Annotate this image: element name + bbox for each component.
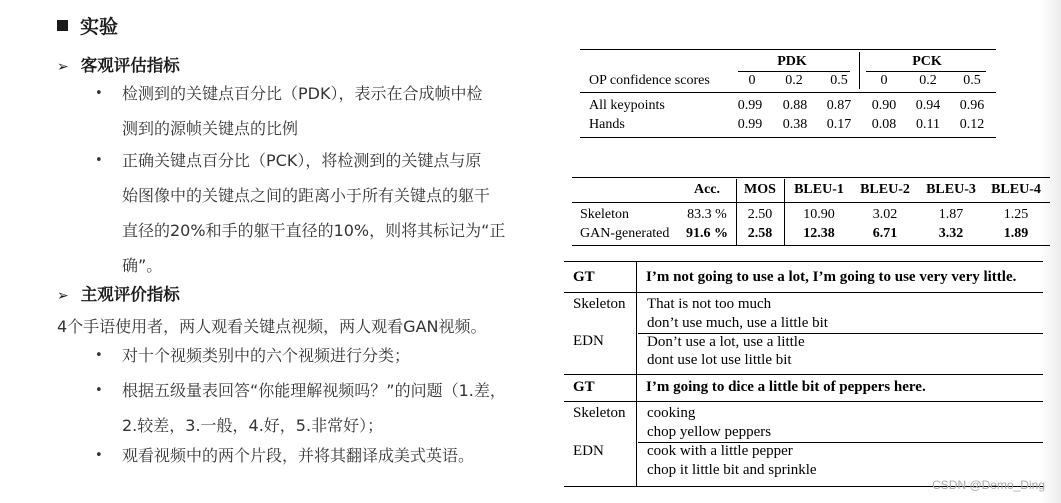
header-cell: MOS: [744, 182, 776, 197]
edn-label: EDN: [573, 443, 604, 459]
translation-line: dont use lot use little bit: [647, 352, 792, 368]
header-cell: BLEU-1: [794, 182, 844, 197]
translation-line: cook with a little pepper: [647, 443, 793, 459]
bullet-line: 确”。: [122, 256, 163, 275]
bullet-pdk-text: [122, 76, 552, 146]
section-subjective-title: 主观评价指标: [80, 285, 180, 304]
translation-line: That is not too much: [647, 296, 772, 312]
value-cell: 12.38: [803, 226, 835, 241]
header-cell: Acc.: [693, 182, 721, 197]
arrow-bullet-icon: ➢: [57, 59, 69, 75]
skeleton-label: Skeleton: [573, 405, 626, 421]
table-acc-mos-bleu: [566, 172, 1056, 252]
bullet-scale-text: [122, 373, 552, 443]
translation-line: Don’t use a lot, use a little: [647, 334, 805, 350]
gt-label: GT: [573, 269, 595, 285]
value-cell: 3.32: [938, 226, 964, 241]
value-cell: 2.58: [747, 226, 773, 241]
dot-bullet-icon: •: [95, 348, 103, 363]
table-translations: [562, 258, 1047, 493]
value-cell: 0.88: [782, 98, 808, 113]
page-title-text: 实验: [80, 16, 119, 38]
translation-line: chop it little bit and sprinkle: [647, 462, 817, 478]
section-subjective: [57, 281, 180, 305]
threshold-cell: 0.2: [919, 73, 937, 88]
header-cell: BLEU-3: [926, 182, 976, 197]
value-cell: 1.89: [1003, 226, 1029, 241]
bullet-line: 2.较差，3.一般，4.好，5.非常好）；: [122, 416, 384, 435]
group-header-pck: PCK: [912, 54, 942, 69]
bullet-line: 根据五级量表回答“你能理解视频吗？”的问题（1.差，: [122, 381, 506, 400]
value-cell: 0.94: [915, 98, 941, 113]
value-cell: 0.08: [871, 117, 897, 132]
gt-sentence: I’m not going to use a lot, I’m going to use very very little.: [646, 269, 1017, 285]
column-divider: [784, 179, 785, 246]
threshold-cell: 0.5: [830, 73, 848, 88]
threshold-cell: 0: [748, 73, 756, 88]
column-divider: [859, 52, 860, 89]
arrow-bullet-icon: ➢: [57, 288, 69, 304]
bullet-pck-text: [122, 143, 552, 283]
subjective-intro: 4个手语使用者，两人观看关键点视频，两人观看GAN视频。: [57, 317, 487, 336]
skeleton-label: Skeleton: [573, 296, 626, 312]
bullet-line: 始图像中的关键点之间的距离小于所有关键点的躯干: [122, 186, 491, 205]
page-title: [57, 12, 118, 39]
section-objective: [57, 52, 180, 76]
value-cell: 6.71: [872, 226, 898, 241]
translation-line: don’t use much, use a little bit: [647, 315, 828, 331]
column-divider: [736, 179, 737, 246]
value-cell: 0.99: [737, 117, 763, 132]
value-cell: 0.12: [959, 117, 985, 132]
bullet-line: 测到的源帧关键点的比例: [122, 119, 299, 138]
value-cell: 0.17: [826, 117, 852, 132]
header-cell: BLEU-2: [860, 182, 910, 197]
translation-line: cooking: [647, 405, 696, 421]
value-cell: 0.87: [826, 98, 852, 113]
value-cell: 0.90: [871, 98, 897, 113]
header-cell: BLEU-4: [991, 182, 1041, 197]
bullet-line: 直径的20%和手的躯干直径的10%，则将其标记为“正: [122, 221, 506, 240]
value-cell: 0.11: [916, 117, 940, 132]
value-cell: 91.6 %: [686, 226, 728, 241]
value-cell: 1.87: [938, 207, 964, 222]
row-label: GAN-generated: [580, 226, 670, 241]
gt-label: GT: [573, 379, 595, 395]
value-cell: 1.25: [1003, 207, 1029, 222]
bullet-classify-text: 对十个视频类别中的六个视频进行分类；: [122, 346, 411, 365]
translation-line: chop yellow peppers: [647, 424, 772, 440]
group-header-pdk: PDK: [777, 54, 807, 69]
row-label: Hands: [589, 117, 625, 132]
watermark: CSDN @Demo_Ding: [932, 478, 1045, 492]
value-cell: 0.99: [737, 98, 763, 113]
edn-label: EDN: [573, 333, 604, 349]
table-pdk-pck: [566, 44, 1006, 144]
dot-bullet-icon: •: [95, 86, 103, 101]
value-cell: 0.38: [782, 117, 808, 132]
bullet-line: 检测到的关键点百分比（PDK），表示在合成帧中检: [122, 84, 483, 103]
value-cell: 83.3 %: [687, 207, 727, 222]
gt-sentence: I’m going to dice a little bit of peppers here.: [646, 379, 926, 395]
header-op-confidence: OP confidence scores: [589, 73, 710, 88]
value-cell: 3.02: [872, 207, 898, 222]
threshold-cell: 0.5: [963, 73, 981, 88]
value-cell: 0.96: [959, 98, 985, 113]
section-objective-title: 客观评估指标: [80, 56, 180, 75]
dot-bullet-icon: •: [95, 153, 103, 168]
dot-bullet-icon: •: [95, 448, 103, 463]
square-bullet-icon: [57, 20, 68, 31]
threshold-cell: 0.2: [785, 73, 803, 88]
bullet-translate-text: 观看视频中的两个片段，并将其翻译成美式英语。: [122, 446, 475, 465]
dot-bullet-icon: •: [95, 383, 103, 398]
row-label: All keypoints: [589, 98, 665, 113]
value-cell: 10.90: [803, 207, 835, 222]
row-label: Skeleton: [580, 207, 629, 222]
value-cell: 2.50: [747, 207, 773, 222]
threshold-cell: 0: [880, 73, 888, 88]
bullet-line: 正确关键点百分比（PCK），将检测到的关键点与原: [122, 151, 482, 170]
